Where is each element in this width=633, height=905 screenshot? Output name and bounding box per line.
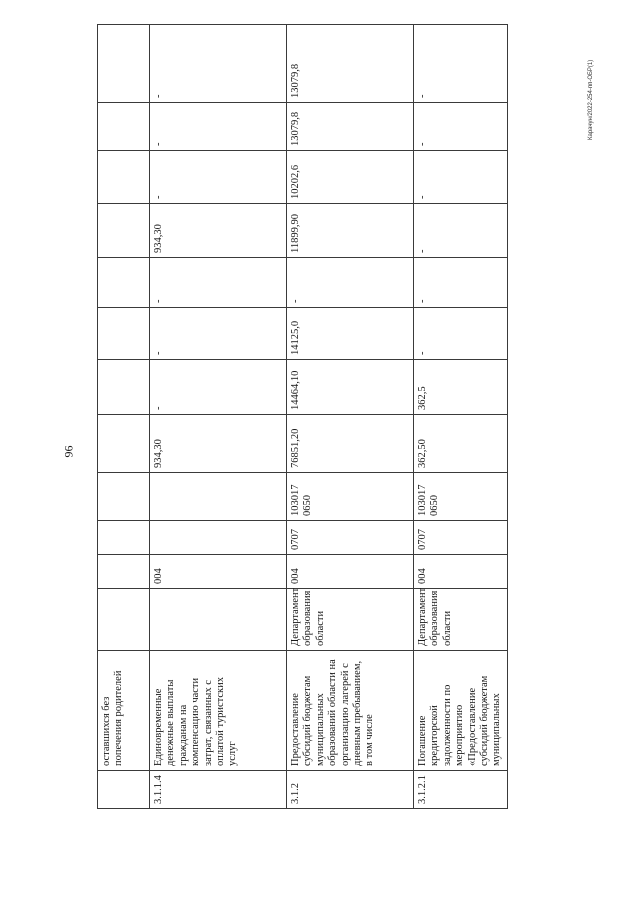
table-cell: Предоставление субсидий бюджетам муниципальных образований области на организацию лагерей с дневным пребыванием, в том числе <box>287 651 414 771</box>
table-cell <box>98 589 150 651</box>
table-cell <box>98 103 150 151</box>
table-cell: 0707 <box>414 521 508 555</box>
table-cell: 934,30 <box>150 415 287 473</box>
table-cell <box>150 473 287 521</box>
table-cell: Погашение кредиторской задолженности по мероприятию «Предоставление субсидий бюджетам муниципальных <box>414 651 508 771</box>
table-cell: - <box>414 258 508 308</box>
table-cell: оставшихся без попечения родителей <box>98 651 150 771</box>
table-cell <box>150 589 287 651</box>
table-cell: 004 <box>414 555 508 589</box>
table-cell: 004 <box>150 555 287 589</box>
table-cell <box>98 258 150 308</box>
table-cell: 13079,8 <box>287 103 414 151</box>
table-cell: 3.1.1.4 <box>150 771 287 809</box>
table-row <box>150 25 287 809</box>
table-cell: 004 <box>287 555 414 589</box>
table-cell: - <box>414 103 508 151</box>
table-cell: 10202,6 <box>287 151 414 204</box>
table-cell: - <box>414 25 508 103</box>
table-cell: Единовременные денежные выплаты гражданам на компенсацию части затрат, связанных с оплатой туристских услуг <box>150 651 287 771</box>
table-cell: - <box>150 103 287 151</box>
table-row <box>414 25 508 809</box>
table-cell <box>98 473 150 521</box>
table-cell: - <box>287 258 414 308</box>
table-cell: 362,50 <box>414 415 508 473</box>
table-cell: 11899,90 <box>287 204 414 258</box>
budget-table <box>97 24 508 809</box>
table-cell: - <box>414 308 508 360</box>
budget-table-rotated <box>97 63 503 809</box>
table-cell: - <box>150 308 287 360</box>
table-cell <box>98 308 150 360</box>
table-cell: 934,30 <box>150 204 287 258</box>
table-cell <box>98 555 150 589</box>
table-row <box>98 25 150 809</box>
table-cell: - <box>414 151 508 204</box>
table-cell: 103017 0650 <box>414 473 508 521</box>
table-cell: Департамент образования области <box>287 589 414 651</box>
table-cell: - <box>150 360 287 415</box>
table-cell <box>98 25 150 103</box>
table-cell: - <box>150 151 287 204</box>
table-cell: 76851,20 <box>287 415 414 473</box>
document-stamp: Карачун/2022-254-пп-ОБР(1) <box>588 59 594 140</box>
table-cell <box>98 415 150 473</box>
budget-table-container <box>97 63 503 809</box>
table-cell: 3.1.2.1 <box>414 771 508 809</box>
page-number: 96 <box>61 445 76 458</box>
table-cell: 3.1.2 <box>287 771 414 809</box>
table-row <box>287 25 414 809</box>
table-cell <box>98 360 150 415</box>
table-cell <box>98 521 150 555</box>
table-cell: 13079,8 <box>287 25 414 103</box>
table-cell: 14125,0 <box>287 308 414 360</box>
table-cell: - <box>150 25 287 103</box>
table-cell <box>150 521 287 555</box>
table-cell: Департамент образования области <box>414 589 508 651</box>
table-cell: 14464,10 <box>287 360 414 415</box>
table-cell <box>98 151 150 204</box>
table-cell: 362,5 <box>414 360 508 415</box>
table-cell: 103017 0650 <box>287 473 414 521</box>
table-cell <box>98 204 150 258</box>
table-cell: 0707 <box>287 521 414 555</box>
table-cell <box>98 771 150 809</box>
table-cell: - <box>414 204 508 258</box>
table-cell: - <box>150 258 287 308</box>
